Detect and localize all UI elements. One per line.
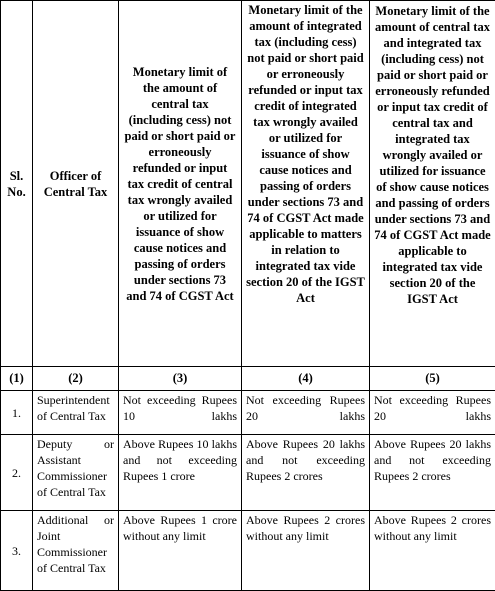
header-col3-central-tax-limit: Monetary limit of the amount of central tax (including cess) not paid or short paid or erroneously refunded or input tax credit of central tax wrongly availed or utilized for issuance of show cause notices and passing of orders under sections 73 and 74 of CGST Act xyxy=(119,1,242,367)
row-sl-no: 1. xyxy=(1,391,33,435)
column-number-4: (4) xyxy=(242,367,370,391)
header-officer: Officer of Central Tax xyxy=(33,1,119,367)
row-col5-limit: Above Rupees 2 crores without any limit xyxy=(370,511,495,591)
table-row xyxy=(1,391,495,435)
row-col4-limit: Above Rupees 2 crores without any limit xyxy=(242,511,370,591)
row-col5-limit: Above Rupees 20 lakhs and not exceeding Rupees 2 crores xyxy=(370,435,495,511)
column-number-row xyxy=(1,367,495,391)
header-col5-combined-tax-limit: Monetary limit of the amount of central tax and integrated tax (including cess) not paid or short paid or erroneously refunded or input tax credit of central tax and integrated tax wrongly availed or utilized for issuance of show cause notices and passing of orders under sections 73 and 74 of CGST Act made applicable to integrated tax vide section 20 of the IGST Act xyxy=(370,1,495,367)
row-officer: Additional or Joint Commissioner of Central Tax xyxy=(33,511,119,591)
header-sl-no: Sl. No. xyxy=(1,1,33,367)
row-col3-limit: Above Rupees 1 crore without any limit xyxy=(119,511,242,591)
row-officer: Deputy or Assistant Commissioner of Central Tax xyxy=(33,435,119,511)
row-officer: Superintendent of Central Tax xyxy=(33,391,119,435)
column-number-1: (1) xyxy=(1,367,33,391)
header-col4-integrated-tax-limit: Monetary limit of the amount of integrated tax (including cess) not paid or short paid or erroneously refunded or input tax credit of integrated tax wrongly availed or utilized for issuance of show cause notices and passing of orders under sections 73 and 74 of CGST Act made applicable to matters in relation to integrated tax vide section 20 of the IGST Act xyxy=(242,1,370,367)
row-col3-limit: Not exceeding Rupees 10 lakhs xyxy=(119,391,242,435)
header-row xyxy=(1,1,495,367)
row-col3-limit: Above Rupees 10 lakhs and not exceeding Rupees 1 crore xyxy=(119,435,242,511)
table-row xyxy=(1,511,495,591)
row-sl-no: 2. xyxy=(1,435,33,511)
row-sl-no: 3. xyxy=(1,511,33,591)
column-number-2: (2) xyxy=(33,367,119,391)
table-row xyxy=(1,435,495,511)
column-number-3: (3) xyxy=(119,367,242,391)
column-number-5: (5) xyxy=(370,367,495,391)
row-col4-limit: Not exceeding Rupees 20 lakhs xyxy=(242,391,370,435)
row-col5-limit: Not exceeding Rupees 20 lakhs xyxy=(370,391,495,435)
row-col4-limit: Above Rupees 20 lakhs and not exceeding Rupees 2 crores xyxy=(242,435,370,511)
